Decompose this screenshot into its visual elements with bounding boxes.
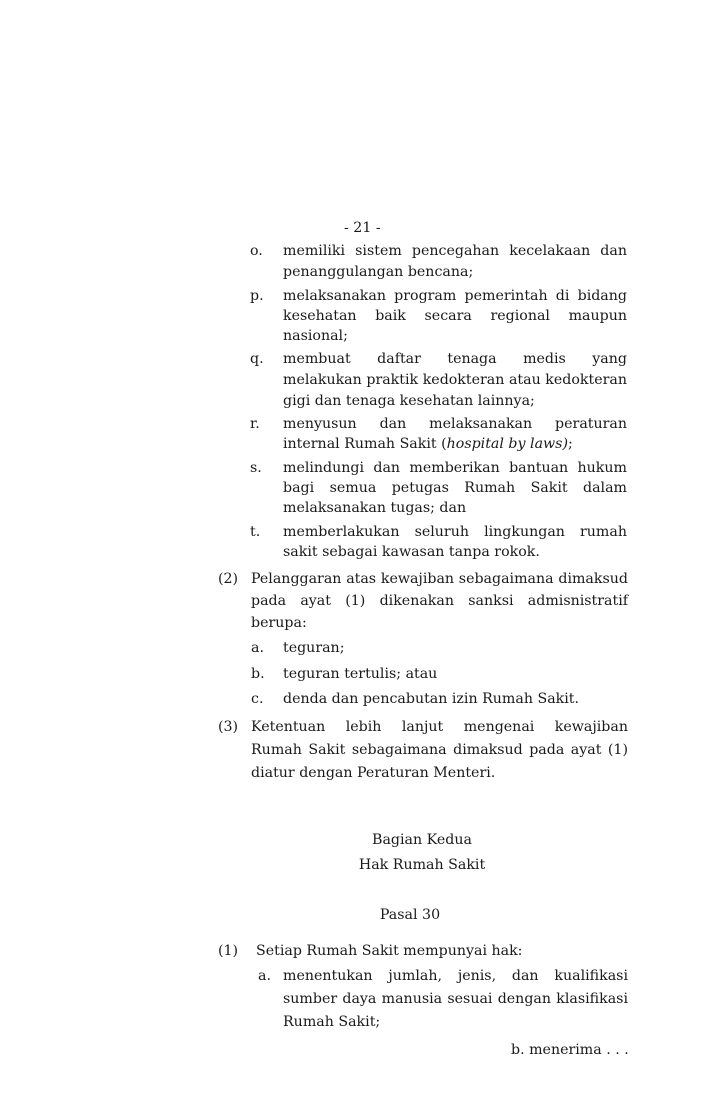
page-continuation: b. menerima . . . [511, 1042, 629, 1058]
page-number: - 21 - [344, 220, 381, 236]
pasal-30-item-a-label: a. [258, 968, 271, 984]
section-part: Bagian Kedua [372, 832, 472, 848]
item-label-q: q. [250, 351, 264, 367]
ayat-2-item-b-text: teguran tertulis; atau [283, 666, 438, 682]
item-label-o: o. [250, 243, 263, 259]
item-r-line-2 [283, 436, 573, 452]
pasal-30-ayat-1-label: (1) [218, 943, 239, 959]
item-label-r: r. [250, 416, 260, 432]
ayat-2-item-b-label: b. [251, 666, 265, 682]
ayat-2-label: (2) [218, 571, 239, 587]
ayat-3-line-2: Rumah Sakit sebagaimana dimaksud pada ayat (1) [251, 742, 628, 758]
item-s-line-2: bagi semua petugas Rumah Sakit dalam [283, 480, 627, 496]
item-p-line-1: melaksanakan program pemerintah di bidang [283, 288, 627, 304]
item-q-line-2: melakukan praktik kedokteran atau kedokteran [283, 372, 627, 388]
ayat-2-item-c-label: c. [251, 691, 264, 707]
item-label-s: s. [250, 460, 262, 476]
item-p-line-2: kesehatan baik secara regional maupun [283, 308, 627, 324]
item-r-line-1: menyusun dan melaksanakan peraturan [283, 416, 627, 432]
item-p-line-3: nasional; [283, 328, 348, 344]
item-r-text-post: ; [568, 436, 573, 452]
ayat-2-line-1: Pelanggaran atas kewajiban sebagaimana dimaksud [251, 571, 628, 587]
section-title: Hak Rumah Sakit [358, 857, 486, 873]
item-r-text-italic: hospital by laws) [446, 436, 568, 452]
ayat-3-line-3: diatur dengan Peraturan Menteri. [251, 765, 496, 781]
item-label-t: t. [250, 524, 261, 540]
item-o-line-1: memiliki sistem pencegahan kecelakaan dan [283, 243, 627, 259]
item-t-line-2: sakit sebagai kawasan tanpa rokok. [283, 544, 540, 560]
pasal-30-intro: Setiap Rumah Sakit mempunyai hak: [256, 943, 523, 959]
item-s-line-1: melindungi dan memberikan bantuan hukum [283, 460, 627, 476]
ayat-3-line-1: Ketentuan lebih lanjut mengenai kewajiban [251, 719, 628, 735]
pasal-30-item-a-line-2: sumber daya manusia sesuai dengan klasifikasi [283, 991, 628, 1007]
item-s-line-3: melaksanakan tugas; dan [283, 500, 467, 516]
ayat-2-line-2: pada ayat (1) dikenakan sanksi admisnistratif [251, 593, 628, 609]
pasal-heading: Pasal 30 [379, 907, 441, 923]
ayat-3-label: (3) [218, 719, 239, 735]
pasal-30-item-a-line-3: Rumah Sakit; [283, 1014, 381, 1030]
ayat-2-item-c-text: denda dan pencabutan izin Rumah Sakit. [283, 691, 579, 707]
item-t-line-1: memberlakukan seluruh lingkungan rumah [283, 524, 627, 540]
ayat-2-item-a-text: teguran; [283, 640, 345, 656]
ayat-2-item-a-label: a. [251, 640, 264, 656]
item-q-line-1: membuat daftar tenaga medis yang [283, 351, 627, 367]
item-o-line-2: penanggulangan bencana; [283, 264, 474, 280]
pasal-30-item-a-line-1: menentukan jumlah, jenis, dan kualifikasi [283, 968, 628, 984]
item-q-line-3: gigi dan tenaga kesehatan lainnya; [283, 393, 535, 409]
item-label-p: p. [250, 288, 264, 304]
ayat-2-line-3: berupa: [251, 615, 307, 631]
item-r-text-pre: internal Rumah Sakit ( [283, 436, 447, 452]
